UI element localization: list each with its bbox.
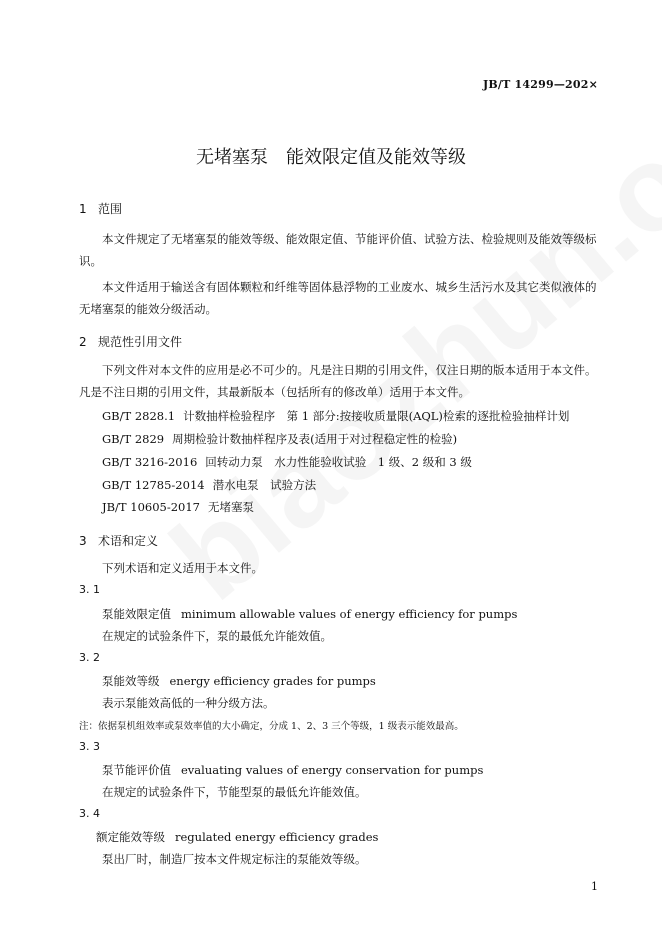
reference-code: GB/T 12785-2014 (102, 478, 205, 492)
term-zh: 泵能效限定值 (102, 607, 171, 621)
reference-item (102, 408, 569, 424)
term-entry (96, 829, 378, 845)
paragraph-line: 本文件规定了无堵塞泵的能效等级、能效限定值、节能评价值、试验方法、检验规则及能效等级标 (102, 232, 597, 246)
section-number: 3 (79, 534, 87, 548)
section-title: 范围 (98, 202, 123, 216)
term-number: 3. 3 (79, 740, 100, 753)
reference-item (102, 499, 254, 515)
reference-code: GB/T 2829 (102, 432, 165, 446)
reference-code: GB/T 2828.1 (102, 409, 176, 423)
term-note: 注：依据泵机组效率或泵效率值的大小确定，分成 1、2、3 三个等级，1 级表示能效最高。 (79, 721, 464, 732)
reference-title: 周期检验计数抽样程序及表(适用于对过程稳定性的检验) (172, 432, 458, 446)
term-zh: 额定能效等级 (96, 830, 165, 844)
reference-item (102, 454, 472, 470)
reference-item (102, 477, 316, 493)
term-number: 3. 1 (79, 583, 100, 596)
term-en: regulated energy efficiency grades (175, 830, 379, 844)
term-number: 3. 2 (79, 651, 100, 664)
term-definition: 在规定的试验条件下，泵的最低允许能效值。 (102, 629, 332, 643)
term-definition: 在规定的试验条件下，节能型泵的最低允许能效值。 (102, 785, 367, 799)
section-number: 1 (79, 202, 87, 216)
term-definition: 表示泵能效高低的一种分级方法。 (102, 696, 275, 710)
reference-code: GB/T 3216-2016 (102, 455, 198, 469)
section-3-heading (79, 532, 158, 549)
paragraph-line: 凡是不注日期的引用文件，其最新版本（包括所有的修改单）适用于本文件。 (79, 385, 470, 399)
reference-code: JB/T 10605-2017 (102, 500, 200, 514)
term-en: evaluating values of energy conservation for pumps (181, 763, 484, 777)
section-number: 2 (79, 335, 87, 349)
watermark-logo (146, 37, 662, 627)
reference-title: 无堵塞泵 (208, 500, 254, 514)
page-number: 1 (591, 880, 598, 893)
reference-title: 计数抽样检验程序 第 1 部分:按接收质量限(AQL)检索的逐批检验抽样计划 (183, 409, 570, 423)
section-title: 规范性引用文件 (98, 335, 183, 349)
term-zh: 泵能效等级 (102, 674, 160, 688)
term-en: minimum allowable values of energy efficiency for pumps (181, 607, 518, 621)
term-entry (102, 673, 376, 689)
term-definition: 泵出厂时，制造厂按本文件规定标注的泵能效等级。 (102, 852, 367, 866)
section-2-heading (79, 333, 182, 350)
reference-title: 潜水电泵 试验方法 (212, 478, 317, 492)
term-entry (102, 606, 517, 622)
term-number: 3. 4 (79, 807, 100, 820)
paragraph-line: 下列术语和定义适用于本文件。 (102, 561, 263, 575)
term-zh: 泵节能评价值 (102, 763, 171, 777)
standard-number: JB/T 14299—202× (483, 78, 598, 91)
paragraph-line: 无堵塞泵的能效分级活动。 (79, 302, 217, 316)
term-en: energy efficiency grades for pumps (169, 674, 376, 688)
paragraph-line: 识。 (79, 254, 102, 268)
reference-item (102, 431, 457, 447)
paragraph-line: 本文件适用于输送含有固体颗粒和纤维等固体悬浮物的工业废水、城乡生活污水及其它类似液体的 (102, 280, 597, 294)
section-1-heading (79, 200, 122, 217)
reference-title: 回转动力泵 水力性能验收试验 1 级、2 级和 3 级 (205, 455, 472, 469)
section-title: 术语和定义 (98, 534, 159, 548)
paragraph-line: 下列文件对本文件的应用是必不可少的。凡是注日期的引用文件，仅注日期的版本适用于本文件。 (102, 363, 597, 377)
document-title: 无堵塞泵 能效限定值及能效等级 (196, 147, 466, 168)
term-entry (102, 762, 483, 778)
